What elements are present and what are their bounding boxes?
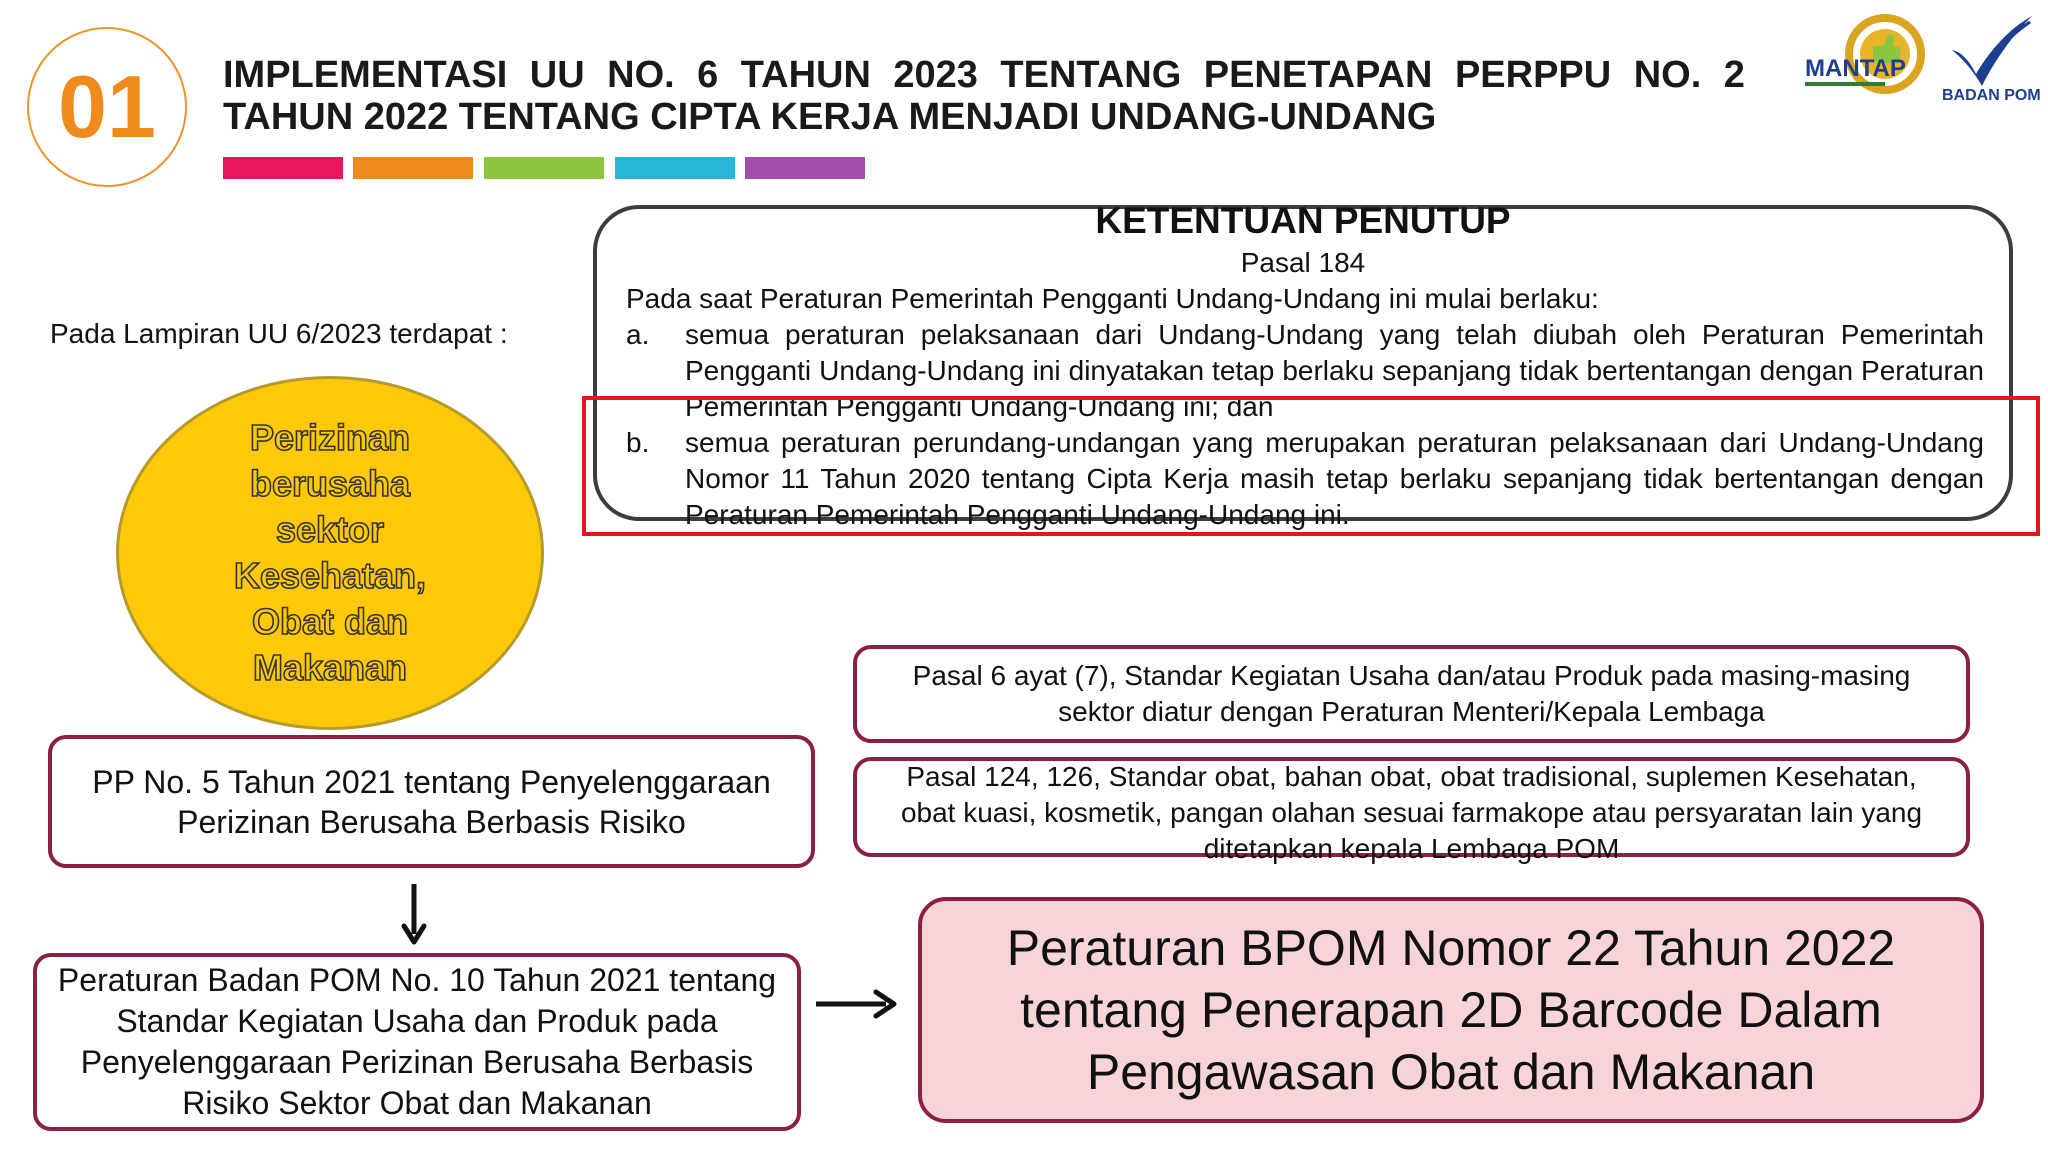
title-word: NO. [1633, 54, 1702, 96]
pasal-184-intro: Pada saat Peraturan Pemerintah Pengganti Undang-Undang ini mulai berlaku: [626, 283, 1599, 314]
lampiran-label: Pada Lampiran UU 6/2023 terdapat : [50, 318, 508, 349]
oval-line: Kesehatan, [233, 555, 427, 596]
title-word: NO. [607, 54, 675, 96]
title-word: PERPPU [1454, 54, 1612, 96]
color-stripe-3 [484, 157, 604, 179]
bpom-check-icon [1934, 12, 2046, 104]
bpom22-text: Peraturan BPOM Nomor 22 Tahun 2022 tentang Penerapan 2D Barcode Dalam Pengawasan Obat dan Makanan [1006, 920, 1896, 1100]
pp5-box [48, 735, 815, 868]
ketentuan-penutup-title: KETENTUAN PENUTUP [1095, 200, 1511, 241]
title-word: TENTANG [1000, 54, 1182, 96]
section-number: 01 [27, 27, 187, 187]
pasal6-text: Pasal 6 ayat (7), Standar Kegiatan Usaha dan/atau Produk pada masing-masing sektor diatur dengan Peraturan Menteri/Kepala Lembaga [912, 660, 1911, 727]
mantap-wordmark: MANTAP [1805, 55, 1906, 82]
page-title [223, 54, 1745, 138]
perizinan-oval-text [180, 415, 480, 691]
mantap-logo [1803, 14, 1933, 100]
oval-line: berusaha [249, 463, 411, 504]
clause-text: semua peraturan perundang-undangan yang merupakan peraturan pelaksanaan dari Undang-Undang Nomor 11 Tahun 2020 tentang Cipta Kerja masih tetap berlaku sepanjang tidak bertentangan dengan Peraturan Pemerintah Pengganti Undang-Undang ini. [685, 427, 1984, 530]
clause-text: semua peraturan pelaksanaan dari Undang-Undang yang telah diubah oleh Peraturan Pemerintah Pengganti Undang-Undang ini dinyatakan tetap berlaku sepanjang tidak bertentangan dengan Peraturan Pemerintah Pengganti Undang-Undang ini; dan [685, 319, 1984, 422]
arrow-right-icon [814, 986, 898, 1022]
oval-line: Makanan [252, 647, 408, 688]
title-word: PENETAPAN [1203, 54, 1433, 96]
title-word: TAHUN [740, 54, 871, 96]
pasal124-box [853, 757, 1970, 864]
oval-line: sektor [275, 509, 385, 550]
title-word: UU [529, 54, 585, 96]
title-word: 6 [697, 54, 719, 96]
clause-b-highlight [582, 396, 2040, 536]
pasal6-box [853, 645, 1970, 743]
color-stripe-1 [223, 157, 343, 179]
pasal124-text: Pasal 124, 126, Standar obat, bahan obat, obat tradisional, suplemen Kesehatan, obat kuasi, kosmetik, pangan olahan sesuai farmakope atau persyaratan lain yang ditetapkan kepala Lembaga POM [900, 761, 1923, 864]
oval-line: Perizinan [249, 417, 411, 458]
title-word: 2023 [893, 54, 978, 96]
bpom-wordmark: BADAN POM [1942, 87, 2041, 104]
perizinan-oval [116, 376, 544, 730]
clause-marker: a. [626, 319, 650, 350]
oval-line: Obat dan [251, 601, 408, 642]
bpom-logo [1934, 12, 2046, 104]
title-line-1 [223, 54, 1745, 96]
color-stripe-2 [353, 157, 473, 179]
color-stripe-5 [745, 157, 865, 179]
title-line-2: TAHUN 2022 TENTANG CIPTA KERJA MENJADI UNDANG-UNDANG [223, 96, 1437, 138]
bpom10-box [33, 953, 801, 1131]
bpom10-text: Peraturan Badan POM No. 10 Tahun 2021 tentang Standar Kegiatan Usaha dan Produk pada Penyelenggaraan Perizinan Berusaha Berbasis Risiko Sektor Obat dan Makanan [57, 962, 777, 1121]
pp5-text: PP No. 5 Tahun 2021 tentang Penyelenggaraan Perizinan Berusaha Berbasis Risiko [92, 763, 771, 840]
arrow-down-icon [396, 882, 432, 946]
mantap-emblem-icon [1803, 14, 1933, 100]
clause-marker: b. [626, 427, 650, 458]
bpom22-box [918, 897, 1984, 1123]
pasal-184-label: Pasal 184 [1240, 247, 1366, 278]
title-word: IMPLEMENTASI [223, 54, 508, 96]
color-stripe-4 [615, 157, 735, 179]
title-word: 2 [1723, 54, 1745, 96]
